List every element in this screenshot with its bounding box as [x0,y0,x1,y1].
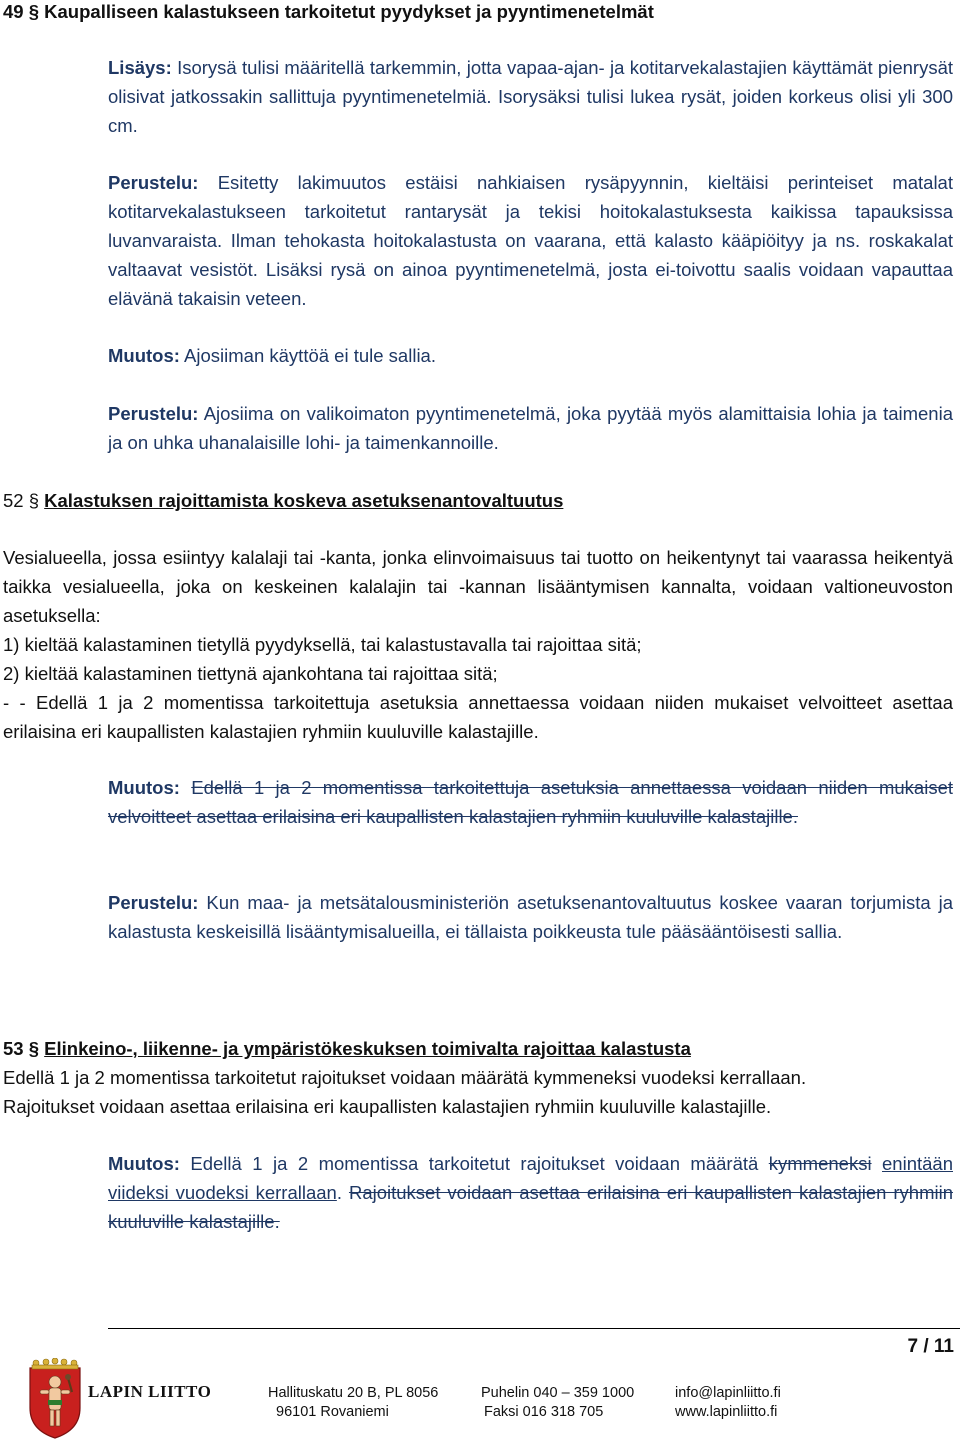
footer-phone: Puhelin 040 – 359 1000 [481,1385,635,1401]
perustelu-text: Ajosiima on valikoimaton pyyntimenetelmä, joka pyytää myös alamittaisia lohia ja taimenia ja on uhka uhanalaisille lohi- ja taimenkannoille. [108,403,953,453]
muutos-text: Ajosiiman käyttöä ei tule sallia. [179,345,436,366]
muutos-label: Muutos: [108,345,180,366]
section-52-heading [3,486,953,515]
s49-lisays-paragraph [108,53,953,140]
struck-text: kymmeneksi [768,1153,872,1174]
s49-muutos-paragraph [108,341,953,370]
s53-line-1: Edellä 1 ja 2 momentissa tarkoitetut rajoitukset voidaan määrätä kymmeneksi vuodeksi kerrallaan. [3,1067,807,1088]
muutos-label: Muutos: [108,777,180,798]
s49-perustelu-paragraph [108,168,953,313]
footer-web-link[interactable]: www.lapinliitto.fi [675,1404,778,1420]
s53-body [3,1063,953,1121]
struck-text: Edellä 1 ja 2 momentissa tarkoitettuja asetuksia annettaessa voidaan niiden mukaiset velvoitteet asettaa erilaisina eri kaupallisten kalastajien ryhmiin kuuluville kalastajille. [108,777,954,827]
struck-text: Rajoitukset voidaan asettaa erilaisina eri kaupallisten kalastajien ryhmiin kuuluville kalastajille. [108,1182,953,1232]
footer-divider [108,1328,960,1329]
s52-item-2: 2) kieltää kalastaminen tiettynä ajankohtana tai rajoittaa sitä; [3,663,498,684]
section-sign: § [28,1,40,22]
section-52-title: Kalastuksen rajoittamista koskeva asetuksenantovaltuutus [44,490,564,511]
section-49-title: Kaupalliseen kalastukseen tarkoitetut pyydykset ja pyyntimenetelmät [44,1,654,22]
lisays-text: Isorysä tulisi määritellä tarkemmin, jotta vapaa-ajan- ja kotitarvekalastajien käyttämät pienrysät olisivat jatkossakin sallittuja pyyntimenetelmiä. Isorysäksi tulisi lukea rysät, joiden korkeus olisi yli 300 cm. [108,57,953,136]
s53-muutos-paragraph [108,1149,953,1236]
org-name: LAPIN LIITTO [88,1382,212,1401]
perustelu-label: Perustelu: [108,172,199,193]
section-49-number: 49 [3,1,24,22]
footer-email-link[interactable]: info@lapinliitto.fi [675,1385,781,1401]
perustelu-label: Perustelu: [108,892,199,913]
s52-perustelu-paragraph [108,888,953,946]
section-53-number: 53 [3,1038,24,1059]
s52-muutos-paragraph [108,773,953,831]
footer-address-1: Hallituskatu 20 B, PL 8056 [268,1385,439,1401]
lisays-label: Lisäys: [108,57,172,78]
s53-line-2: Rajoitukset voidaan asettaa erilaisina eri kaupallisten kalastajien ryhmiin kuuluville kalastajille. [3,1096,772,1117]
perustelu-text: Esitetty lakimuutos estäisi nahkiaisen rysäpyynnin, kieltäisi perinteiset matalat kotitarvekalastukseen tarkoitetut rantarysät ja tekisi hoitokalastuksesta kaikissa tapauksissa luvanvaraista. Ilman tehokasta hoitokalastusta on vaarana, että kalasto kääpiöityy ja ns. roskakalat valtaavat vesistöt. Lisäksi rysä on ainoa pyyntimenetelmä, josta ei-toivottu saalis voidaan vapauttaa elävänä takaisin veteen. [108,172,953,309]
lapland-coat-of-arms-icon [26,1358,84,1440]
inserted-text: enintään viideksi vuodeksi kerrallaan [108,1153,953,1203]
perustelu-text: Kun maa- ja metsätalousministeriön asetuksenantovaltuutus koskee vaaran torjumista ja kalastusta keskeisillä lisääntymisalueilla, ei tällaista poikkeusta tule pääsääntöisesti sallia. [108,892,953,942]
perustelu-label: Perustelu: [108,403,199,424]
muutos-label: Muutos: [108,1153,180,1174]
footer-address-2: 96101 Rovaniemi [276,1404,389,1420]
section-52-number: 52 [3,490,24,511]
space [872,1153,882,1174]
section-49-heading [3,0,953,26]
section-53-title: Elinkeino-, liikenne- ja ympäristökeskuksen toimivalta rajoittaa kalastusta [44,1038,691,1059]
footer-fax: Faksi 016 318 705 [484,1404,604,1420]
section-sign: § [28,490,40,511]
s52-intro: Vesialueella, jossa esiintyy kalalaji tai -kanta, jonka elinvoimaisuus tai tuotto on heikentynyt tai vaarassa heikentyä taikka vesialueella, joka on keskeinen kalalajin tai -kannan lisääntymisen kannalta, voidaan valtioneuvoston asetuksella: [3,547,953,626]
muutos-text: . [336,1182,349,1203]
muutos-text: Edellä 1 ja 2 momentissa tarkoitetut rajoitukset voidaan määrätä [179,1153,769,1174]
s52-item-1: 1) kieltää kalastaminen tietyllä pyydyksellä, tai kalastustavalla tai rajoittaa sitä; [3,634,642,655]
s52-item-3: - - Edellä 1 ja 2 momentissa tarkoitettuja asetuksia annettaessa voidaan niiden mukaiset velvoitteet asettaa erilaisina eri kaupallisten kalastajien ryhmiin kuuluville kalastajille. [3,692,953,742]
s49-perustelu2-paragraph [108,399,953,457]
s52-intro-paragraph [3,543,953,746]
section-53-heading [3,1034,953,1063]
section-sign: § [28,1038,40,1059]
page-number: 7 / 11 [907,1336,954,1357]
